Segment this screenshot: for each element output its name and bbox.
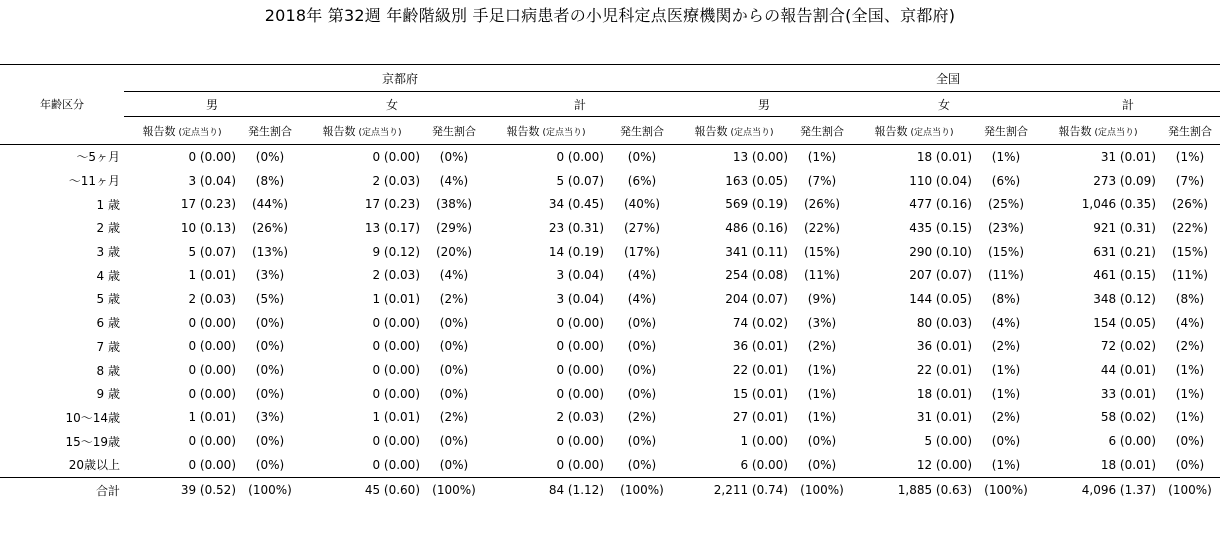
- count-cell: 0 (0.00): [188, 149, 236, 164]
- ratio-cell: (0%): [439, 434, 469, 449]
- ratio-cell: (2%): [439, 410, 469, 425]
- ratio-cell: (1%): [807, 149, 837, 164]
- ratio-cell: (23%): [987, 220, 1025, 235]
- ratio-cell: (1%): [991, 363, 1021, 378]
- count-cell: 110 (0.04): [909, 173, 972, 188]
- ratio-cell: (6%): [627, 173, 657, 188]
- count-cell: 273 (0.09): [1093, 173, 1156, 188]
- count-subheader: [124, 117, 240, 145]
- count-cell: 0 (0.00): [372, 363, 420, 378]
- age-label: 2 歳: [96, 221, 120, 236]
- ratio-cell: (1%): [1175, 386, 1205, 401]
- count-cell: 18 (0.01): [916, 386, 972, 401]
- count-cell: 13 (0.17): [364, 220, 420, 235]
- age-header: 年齢区分: [40, 98, 84, 111]
- ratio-cell: (0%): [439, 339, 469, 354]
- sex-header-national-total: 計: [1036, 92, 1220, 117]
- table-row: [0, 453, 1220, 477]
- count-cell: 348 (0.12): [1093, 291, 1156, 306]
- ratio-cell: (40%): [623, 197, 661, 212]
- age-label: 3 歳: [96, 245, 120, 260]
- ratio-subheader: 発生割合: [1160, 117, 1220, 145]
- ratio-cell: (0%): [627, 363, 657, 378]
- count-cell: 34 (0.45): [548, 197, 604, 212]
- count-cell: 10 (0.13): [180, 220, 236, 235]
- ratio-cell: (0%): [439, 457, 469, 472]
- count-cell: 80 (0.03): [916, 315, 972, 330]
- ratio-cell: (2%): [991, 339, 1021, 354]
- table-row: [0, 311, 1220, 335]
- count-cell: 0 (0.00): [556, 149, 604, 164]
- ratio-subheader: 発生割合: [792, 117, 852, 145]
- count-cell: 36 (0.01): [916, 339, 972, 354]
- count-sub-label: (定点当り): [178, 127, 222, 138]
- count-cell: 6 (0.00): [740, 457, 788, 472]
- count-cell: 0 (0.00): [188, 457, 236, 472]
- table-row: [0, 382, 1220, 406]
- ratio-cell: (0%): [807, 434, 837, 449]
- count-cell: 290 (0.10): [909, 244, 972, 259]
- ratio-cell: (0%): [255, 457, 285, 472]
- count-cell: 0 (0.00): [556, 339, 604, 354]
- count-cell: 3 (0.04): [556, 291, 604, 306]
- count-label: 報告数: [1058, 124, 1092, 138]
- count-cell: 0 (0.00): [556, 315, 604, 330]
- count-cell: 23 (0.31): [548, 220, 604, 235]
- ratio-cell: (1%): [991, 386, 1021, 401]
- count-cell: 207 (0.07): [909, 268, 972, 283]
- ratio-cell: (6%): [991, 173, 1021, 188]
- table-row: [0, 429, 1220, 453]
- count-cell: 5 (0.07): [188, 244, 236, 259]
- count-cell: 0 (0.00): [372, 434, 420, 449]
- age-label: 5 歳: [96, 292, 120, 307]
- count-cell: 486 (0.16): [725, 220, 788, 235]
- ratio-cell: (26%): [251, 220, 289, 235]
- count-cell: 33 (0.01): [1100, 386, 1156, 401]
- ratio-cell: (17%): [623, 244, 661, 259]
- count-cell: 1 (0.00): [740, 434, 788, 449]
- count-cell: 31 (0.01): [1100, 149, 1156, 164]
- ratio-cell: (0%): [255, 363, 285, 378]
- ratio-cell: (5%): [255, 291, 285, 306]
- count-sub-label: (定点当り): [542, 127, 586, 138]
- ratio-cell: (2%): [1175, 339, 1205, 354]
- ratio-cell: (3%): [255, 410, 285, 425]
- header-row-metric: [0, 117, 1220, 145]
- table-row: [0, 145, 1220, 169]
- table-row: [0, 287, 1220, 311]
- ratio-subheader: 発生割合: [608, 117, 676, 145]
- ratio-cell: (13%): [251, 244, 289, 259]
- count-label: 報告数: [142, 124, 176, 138]
- count-cell: 31 (0.01): [916, 410, 972, 425]
- age-label: 10～14歳: [65, 410, 120, 425]
- ratio-cell: (1%): [807, 386, 837, 401]
- header-row-region: [0, 65, 1220, 92]
- count-cell: 0 (0.00): [556, 386, 604, 401]
- count-cell: 144 (0.05): [909, 291, 972, 306]
- count-cell: 3 (0.04): [556, 268, 604, 283]
- ratio-cell: (44%): [251, 197, 289, 212]
- ratio-cell: (1%): [807, 410, 837, 425]
- count-cell: 0 (0.00): [556, 457, 604, 472]
- count-cell: 22 (0.01): [732, 363, 788, 378]
- table-row: [0, 358, 1220, 382]
- count-cell: 2,211 (0.74): [676, 477, 792, 503]
- age-label: 8 歳: [96, 363, 120, 378]
- ratio-cell: (0%): [255, 315, 285, 330]
- count-cell: 1,885 (0.63): [852, 477, 976, 503]
- header-row-sex: [0, 92, 1220, 117]
- count-cell: 15 (0.01): [732, 386, 788, 401]
- count-cell: 2 (0.03): [556, 410, 604, 425]
- count-cell: 154 (0.05): [1093, 315, 1156, 330]
- ratio-cell: (1%): [807, 363, 837, 378]
- count-cell: 0 (0.00): [556, 434, 604, 449]
- count-cell: 435 (0.15): [909, 220, 972, 235]
- ratio-cell: (0%): [1175, 434, 1205, 449]
- age-label: 1 歳: [96, 197, 120, 212]
- ratio-cell: (1%): [1175, 149, 1205, 164]
- count-label: 報告数: [506, 124, 540, 138]
- count-cell: 9 (0.12): [372, 244, 420, 259]
- ratio-cell: (38%): [435, 197, 473, 212]
- ratio-cell: (8%): [1175, 291, 1205, 306]
- table-row: [0, 263, 1220, 287]
- ratio-cell: (4%): [627, 291, 657, 306]
- ratio-cell: (0%): [627, 434, 657, 449]
- ratio-cell: (4%): [439, 173, 469, 188]
- age-label: ～11ヶ月: [68, 174, 120, 189]
- age-label: 6 歳: [96, 316, 120, 331]
- region-header-national: 全国: [676, 65, 1220, 92]
- ratio-cell: (0%): [991, 434, 1021, 449]
- count-subheader: [676, 117, 792, 145]
- report-table: [0, 64, 1220, 503]
- count-cell: 18 (0.01): [916, 149, 972, 164]
- count-cell: 1 (0.01): [372, 410, 420, 425]
- ratio-cell: (100%): [424, 477, 484, 503]
- count-cell: 1,046 (0.35): [1081, 197, 1156, 212]
- count-label: 報告数: [322, 124, 356, 138]
- table-row: [0, 169, 1220, 193]
- ratio-cell: (3%): [255, 268, 285, 283]
- sex-header-kyoto-total: 計: [484, 92, 676, 117]
- count-cell: 17 (0.23): [180, 197, 236, 212]
- ratio-cell: (100%): [976, 477, 1036, 503]
- count-subheader: [852, 117, 976, 145]
- sex-header-kyoto-male: 男: [124, 92, 300, 117]
- count-cell: 0 (0.00): [372, 386, 420, 401]
- ratio-cell: (25%): [987, 197, 1025, 212]
- count-cell: 3 (0.04): [188, 173, 236, 188]
- count-cell: 0 (0.00): [372, 457, 420, 472]
- ratio-cell: (2%): [807, 339, 837, 354]
- ratio-cell: (2%): [439, 291, 469, 306]
- ratio-cell: (20%): [435, 244, 473, 259]
- ratio-cell: (0%): [255, 434, 285, 449]
- count-cell: 84 (1.12): [484, 477, 608, 503]
- count-cell: 921 (0.31): [1093, 220, 1156, 235]
- count-cell: 1 (0.01): [188, 268, 236, 283]
- count-cell: 14 (0.19): [548, 244, 604, 259]
- total-row: [0, 477, 1220, 503]
- count-cell: 477 (0.16): [909, 197, 972, 212]
- age-label: 15～19歳: [65, 434, 120, 449]
- age-label: 9 歳: [96, 387, 120, 402]
- ratio-cell: (29%): [435, 220, 473, 235]
- ratio-cell: (1%): [991, 457, 1021, 472]
- ratio-cell: (0%): [627, 149, 657, 164]
- count-cell: 12 (0.00): [916, 457, 972, 472]
- count-cell: 18 (0.01): [1100, 457, 1156, 472]
- count-cell: 58 (0.02): [1100, 410, 1156, 425]
- ratio-cell: (22%): [803, 220, 841, 235]
- count-cell: 13 (0.00): [732, 149, 788, 164]
- ratio-cell: (15%): [987, 244, 1025, 259]
- ratio-subheader: 発生割合: [424, 117, 484, 145]
- count-cell: 6 (0.00): [1108, 434, 1156, 449]
- count-subheader: [1036, 117, 1160, 145]
- count-sub-label: (定点当り): [358, 127, 402, 138]
- table-row: [0, 216, 1220, 240]
- ratio-cell: (11%): [987, 268, 1025, 283]
- age-label: 合計: [0, 477, 124, 503]
- ratio-cell: (0%): [439, 315, 469, 330]
- ratio-cell: (4%): [1175, 315, 1205, 330]
- count-sub-label: (定点当り): [1094, 127, 1138, 138]
- count-cell: 0 (0.00): [188, 315, 236, 330]
- count-cell: 4,096 (1.37): [1036, 477, 1160, 503]
- ratio-cell: (2%): [627, 410, 657, 425]
- count-cell: 461 (0.15): [1093, 268, 1156, 283]
- count-label: 報告数: [694, 124, 728, 138]
- table-row: [0, 335, 1220, 359]
- ratio-cell: (4%): [439, 268, 469, 283]
- count-cell: 569 (0.19): [725, 197, 788, 212]
- count-cell: 0 (0.00): [188, 434, 236, 449]
- age-label: 7 歳: [96, 339, 120, 354]
- count-cell: 0 (0.00): [372, 315, 420, 330]
- ratio-cell: (1%): [1175, 410, 1205, 425]
- count-sub-label: (定点当り): [730, 127, 774, 138]
- ratio-cell: (8%): [255, 173, 285, 188]
- count-cell: 17 (0.23): [364, 197, 420, 212]
- count-cell: 0 (0.00): [188, 339, 236, 354]
- sex-header-national-female: 女: [852, 92, 1036, 117]
- ratio-cell: (100%): [608, 477, 676, 503]
- table-row: [0, 240, 1220, 264]
- ratio-cell: (0%): [439, 363, 469, 378]
- ratio-cell: (0%): [439, 149, 469, 164]
- ratio-cell: (0%): [439, 386, 469, 401]
- ratio-cell: (15%): [1171, 244, 1209, 259]
- count-cell: 5 (0.07): [556, 173, 604, 188]
- ratio-subheader: 発生割合: [976, 117, 1036, 145]
- ratio-cell: (7%): [807, 173, 837, 188]
- ratio-cell: (15%): [803, 244, 841, 259]
- count-cell: 44 (0.01): [1100, 363, 1156, 378]
- table-row: [0, 192, 1220, 216]
- ratio-cell: (100%): [792, 477, 852, 503]
- ratio-cell: (22%): [1171, 220, 1209, 235]
- sex-header-kyoto-female: 女: [300, 92, 484, 117]
- count-cell: 2 (0.03): [188, 291, 236, 306]
- count-cell: 1 (0.01): [372, 291, 420, 306]
- ratio-cell: (4%): [991, 315, 1021, 330]
- count-cell: 254 (0.08): [725, 268, 788, 283]
- ratio-cell: (11%): [1171, 268, 1209, 283]
- count-cell: 5 (0.00): [924, 434, 972, 449]
- ratio-cell: (7%): [1175, 173, 1205, 188]
- age-header-bottom: [0, 117, 124, 145]
- ratio-cell: (100%): [240, 477, 300, 503]
- count-cell: 27 (0.01): [732, 410, 788, 425]
- ratio-cell: (0%): [627, 339, 657, 354]
- table-row: [0, 406, 1220, 430]
- count-cell: 0 (0.00): [188, 363, 236, 378]
- ratio-cell: (0%): [1175, 457, 1205, 472]
- ratio-cell: (0%): [255, 339, 285, 354]
- count-cell: 0 (0.00): [372, 339, 420, 354]
- ratio-cell: (11%): [803, 268, 841, 283]
- ratio-cell: (0%): [807, 457, 837, 472]
- ratio-cell: (1%): [991, 149, 1021, 164]
- count-sub-label: (定点当り): [910, 127, 954, 138]
- ratio-cell: (27%): [623, 220, 661, 235]
- region-header-kyoto: 京都府: [124, 65, 676, 92]
- ratio-subheader: 発生割合: [240, 117, 300, 145]
- ratio-cell: (2%): [991, 410, 1021, 425]
- count-cell: 0 (0.00): [372, 149, 420, 164]
- count-cell: 22 (0.01): [916, 363, 972, 378]
- ratio-cell: (0%): [255, 149, 285, 164]
- count-cell: 74 (0.02): [732, 315, 788, 330]
- count-cell: 341 (0.11): [725, 244, 788, 259]
- ratio-cell: (26%): [803, 197, 841, 212]
- count-cell: 45 (0.60): [300, 477, 424, 503]
- age-label: 20歳以上: [68, 458, 120, 473]
- age-header-top: [0, 65, 124, 92]
- count-label: 報告数: [874, 124, 908, 138]
- page-title: 2018年 第32週 年齢階級別 手足口病患者の小児科定点医療機関からの報告割合(全国、京都府): [264, 6, 956, 25]
- count-cell: 2 (0.03): [372, 268, 420, 283]
- ratio-cell: (0%): [627, 457, 657, 472]
- ratio-cell: (0%): [255, 386, 285, 401]
- count-cell: 36 (0.01): [732, 339, 788, 354]
- count-subheader: [300, 117, 424, 145]
- ratio-cell: (4%): [627, 268, 657, 283]
- ratio-cell: (1%): [1175, 363, 1205, 378]
- age-label: ～5ヶ月: [76, 150, 120, 165]
- count-cell: 0 (0.00): [188, 386, 236, 401]
- count-cell: 163 (0.05): [725, 173, 788, 188]
- ratio-cell: (8%): [991, 291, 1021, 306]
- count-cell: 204 (0.07): [725, 291, 788, 306]
- count-cell: 631 (0.21): [1093, 244, 1156, 259]
- sex-header-national-male: 男: [676, 92, 852, 117]
- ratio-cell: (9%): [807, 291, 837, 306]
- ratio-cell: (26%): [1171, 197, 1209, 212]
- ratio-cell: (0%): [627, 386, 657, 401]
- count-cell: 39 (0.52): [124, 477, 240, 503]
- count-cell: 2 (0.03): [372, 173, 420, 188]
- age-label: 4 歳: [96, 268, 120, 283]
- ratio-cell: (3%): [807, 315, 837, 330]
- count-subheader: [484, 117, 608, 145]
- ratio-cell: (0%): [627, 315, 657, 330]
- count-cell: 1 (0.01): [188, 410, 236, 425]
- ratio-cell: (100%): [1160, 477, 1220, 503]
- count-cell: 72 (0.02): [1100, 339, 1156, 354]
- count-cell: 0 (0.00): [556, 363, 604, 378]
